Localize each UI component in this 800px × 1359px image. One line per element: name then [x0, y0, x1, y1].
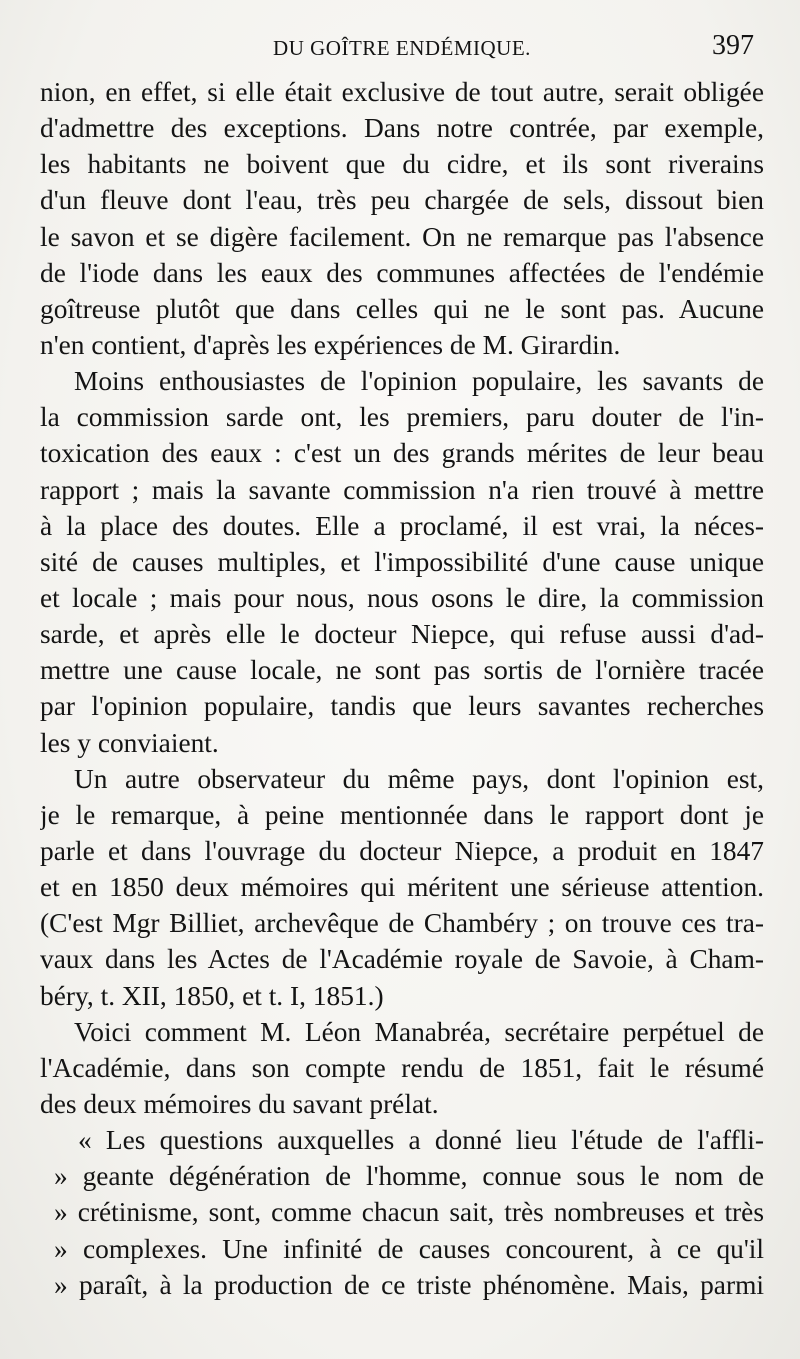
text-line: goîtreuse plutôt que dans celles qui ne le sont pas. Aucune [40, 293, 764, 324]
text-line: Voici comment M. Léon Manabréa, secrétaire perpétuel de [74, 1016, 764, 1047]
text-line: Un autre observateur du même pays, dont l'opinion est, [74, 763, 764, 794]
text-line: vaux dans les Actes de l'Académie royale de Savoie, à Cham- [40, 944, 764, 975]
body-text [40, 74, 764, 1303]
text-line: béry, t. XII, 1850, et t. I, 1851.) [40, 980, 384, 1011]
text-line: les habitants ne boivent que du cidre, et ils sont riverains [40, 149, 764, 180]
text-line: parle et dans l'ouvrage du docteur Niepce, a produit en 1847 [40, 835, 764, 866]
text-line: n'en contient, d'après les expériences de M. Girardin. [40, 329, 621, 360]
page-number: 397 [712, 30, 754, 61]
text-line: à la place des doutes. Elle a proclamé, il est vrai, la néces- [40, 510, 764, 541]
text-line: (C'est Mgr Billiet, archevêque de Chambéry ; on trouve ces tra- [40, 908, 764, 939]
text-line: le savon et se digère facilement. On ne remarque pas l'absence [40, 221, 764, 252]
text-line: la commission sarde ont, les premiers, paru douter de l'in- [40, 402, 764, 433]
page-header [40, 30, 764, 70]
text-line: rapport ; mais la savante commission n'a rien trouvé à mettre [40, 474, 764, 505]
quote-line: » complexes. Une infinité de causes concourent, à ce qu'il [54, 1233, 764, 1264]
text-line: d'un fleuve dont l'eau, très peu chargée de sels, dissout bien [40, 185, 764, 216]
text-line: de l'iode dans les eaux des communes affectées de l'endémie [40, 257, 764, 288]
text-line: et en 1850 deux mémoires qui méritent une sérieuse attention. [40, 872, 764, 903]
text-line: sarde, et après elle le docteur Niepce, qui refuse aussi d'ad- [40, 619, 764, 650]
quote-line: » crétinisme, sont, comme chacun sait, très nombreuses et très [54, 1197, 764, 1228]
text-line: mettre une cause locale, ne sont pas sortis de l'ornière tracée [40, 655, 764, 686]
text-line: les y conviaient. [40, 727, 219, 758]
text-line: toxication des eaux : c'est un des grands mérites de leur beau [40, 438, 764, 469]
text-line: des deux mémoires du savant prélat. [40, 1088, 439, 1119]
running-title: DU GOÎTRE ENDÉMIQUE. [273, 36, 531, 60]
text-line: sité de causes multiples, et l'impossibilité d'une cause unique [40, 546, 764, 577]
text-line: par l'opinion populaire, tandis que leurs savantes recherches [40, 691, 764, 722]
quote-line: » paraît, à la production de ce triste phénomène. Mais, parmi [54, 1269, 764, 1300]
text-line: Moins enthousiastes de l'opinion populaire, les savants de [74, 366, 764, 397]
text-line: l'Académie, dans son compte rendu de 1851, fait le résumé [40, 1052, 764, 1083]
text-line: d'admettre des exceptions. Dans notre contrée, par exemple, [40, 113, 764, 144]
quote-line: « Les questions auxquelles a donné lieu l'étude de l'affli- [78, 1125, 764, 1156]
text-line: nion, en effet, si elle était exclusive de tout autre, serait obligée [40, 77, 764, 107]
quote-line: » geante dégénération de l'homme, connue sous le nom de [54, 1161, 764, 1192]
text-line: et locale ; mais pour nous, nous osons le dire, la commission [40, 582, 764, 613]
text-line: je le remarque, à peine mentionnée dans le rapport dont je [40, 799, 764, 830]
